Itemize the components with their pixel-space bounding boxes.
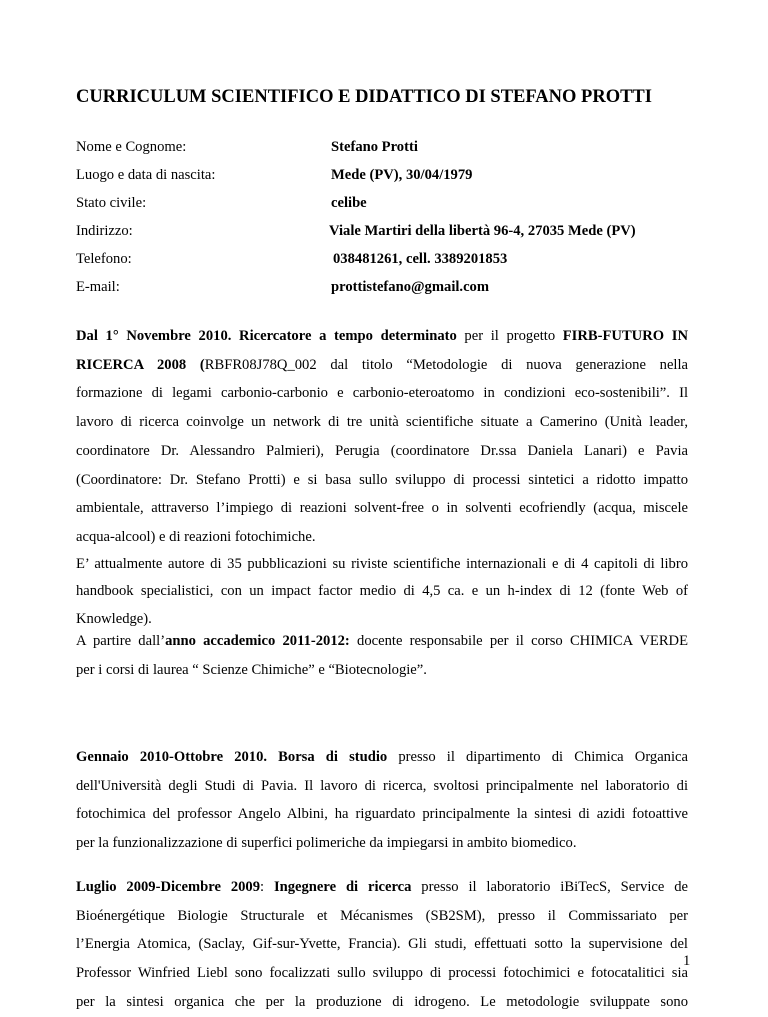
text-line: per la funzionalizzazione di superfici polimeriche da impiegarsi in ambito biomedico. — [76, 835, 577, 852]
text-line — [76, 873, 688, 902]
text: per il progetto — [456, 328, 563, 344]
text-line — [76, 743, 688, 772]
text: presso il dipartimento di Chimica Organica — [387, 749, 688, 765]
info-label: Telefono: — [76, 251, 132, 267]
text-line — [76, 351, 688, 380]
text-line: fotochimica del professor Angelo Albini, ha riguardato principalmente la sintesi di azidi fotoattive — [76, 806, 688, 823]
text: : — [260, 879, 274, 895]
bold-text: RICERCA 2008 ( — [76, 356, 205, 373]
text-line: coordinatore Dr. Alessandro Palmieri), Perugia (coordinatore Dr.ssa Daniela Lanari) e Pavia — [76, 442, 688, 459]
paragraph-research-engineer — [76, 873, 691, 1017]
info-value: celibe — [331, 195, 367, 211]
text-line: Knowledge). — [76, 611, 152, 628]
bold-text: Luglio 2009-Dicembre 2009 — [76, 879, 261, 895]
info-value: 038481261, cell. 3389201853 — [333, 251, 508, 267]
info-value: prottistefano@gmail.com — [331, 279, 490, 295]
text: presso il laboratorio iBiTecS, Service de — [411, 879, 688, 895]
text-line: (Coordinatore: Dr. Stefano Protti) e si basa sullo sviluppo di processi sintetici a ridotto impatto — [76, 471, 688, 488]
paragraph-teaching — [76, 627, 688, 684]
bold-text: Gennaio 2010-Ottobre 2010. Borsa di studio — [76, 749, 388, 765]
text-line: E’ attualmente autore di 35 pubblicazioni su riviste scientifiche internazionali e di 4 capitoli di libro — [76, 555, 688, 572]
bold-text: FIRB-FUTURO IN — [562, 328, 688, 344]
bold-text: anno accademico 2011-2012: — [165, 633, 350, 649]
page-number: 1 — [683, 953, 691, 969]
info-value: Viale Martiri della libertà 96-4, 27035 Mede (PV) — [329, 223, 636, 239]
text-line: dell'Università degli Studi di Pavia. Il lavoro di ricerca, svoltosi principalmente nel laboratorio di — [76, 777, 688, 794]
text: RBFR08J78Q_002 dal titolo “Metodologie di nuova generazione nella — [204, 356, 689, 373]
text-line — [76, 322, 688, 351]
text-line: lavoro di ricerca coinvolge un network di tre unità scientifiche situate a Camerino (Unità leader, — [76, 414, 688, 431]
document-title: CURRICULUM SCIENTIFICO E DIDATTICO DI STEFANO PROTTI — [76, 87, 652, 107]
text: A partire dall’ — [76, 633, 166, 649]
paragraph-scholarship — [76, 743, 688, 858]
text-line: ambientale, attraverso l’impiego di reazioni solvent-free o in solventi ecofriendly (acqua, miscele — [76, 500, 688, 517]
info-value: Mede (PV), 30/04/1979 — [331, 167, 473, 183]
info-label: Nome e Cognome: — [76, 139, 187, 155]
text-line: l’Energia Atomica, (Saclay, Gif-sur-Yvette, Francia). Gli studi, effettuati sotto la supervisione del — [76, 936, 688, 953]
text-line: Bioénergétique Biologie Structurale et Mécanismes (SB2SM), presso il Commissariato per — [76, 907, 688, 924]
info-label: Indirizzo: — [76, 223, 133, 239]
text: docente responsabile per il corso CHIMICA VERDE — [349, 633, 689, 649]
info-label: Luogo e data di nascita: — [76, 167, 216, 183]
text-line: formazione di legami carbonio-carbonio e carbonio-eteroatomo in condizioni eco-sostenibili”. Il — [76, 385, 688, 402]
text-line: handbook specialistici, con un impact factor medio di 4,5 ca. e un h-index di 12 (fonte Web of — [76, 582, 688, 599]
info-value: Stefano Protti — [331, 139, 418, 155]
paragraph-research-position — [76, 322, 688, 634]
text-line: per la sintesi organica che per la produzione di idrogeno. Le metodologie sviluppate sono — [76, 993, 688, 1010]
text-line — [76, 627, 688, 656]
text-line: per i corsi di laurea “ Scienze Chimiche” e “Biotecnologie”. — [76, 661, 427, 678]
info-label: Stato civile: — [76, 195, 147, 211]
text-line: acqua-alcool) e di reazioni fotochimiche. — [76, 528, 316, 545]
info-label: E-mail: — [76, 279, 120, 295]
bold-text: Ingegnere di ricerca — [273, 879, 412, 895]
bold-text: Dal 1° Novembre 2010. Ricercatore a tempo determinato — [76, 328, 457, 344]
text-line: Professor Winfried Liebl sono focalizzati sullo sviluppo di processi fotochimici e fotocatalitici sia — [76, 965, 688, 982]
